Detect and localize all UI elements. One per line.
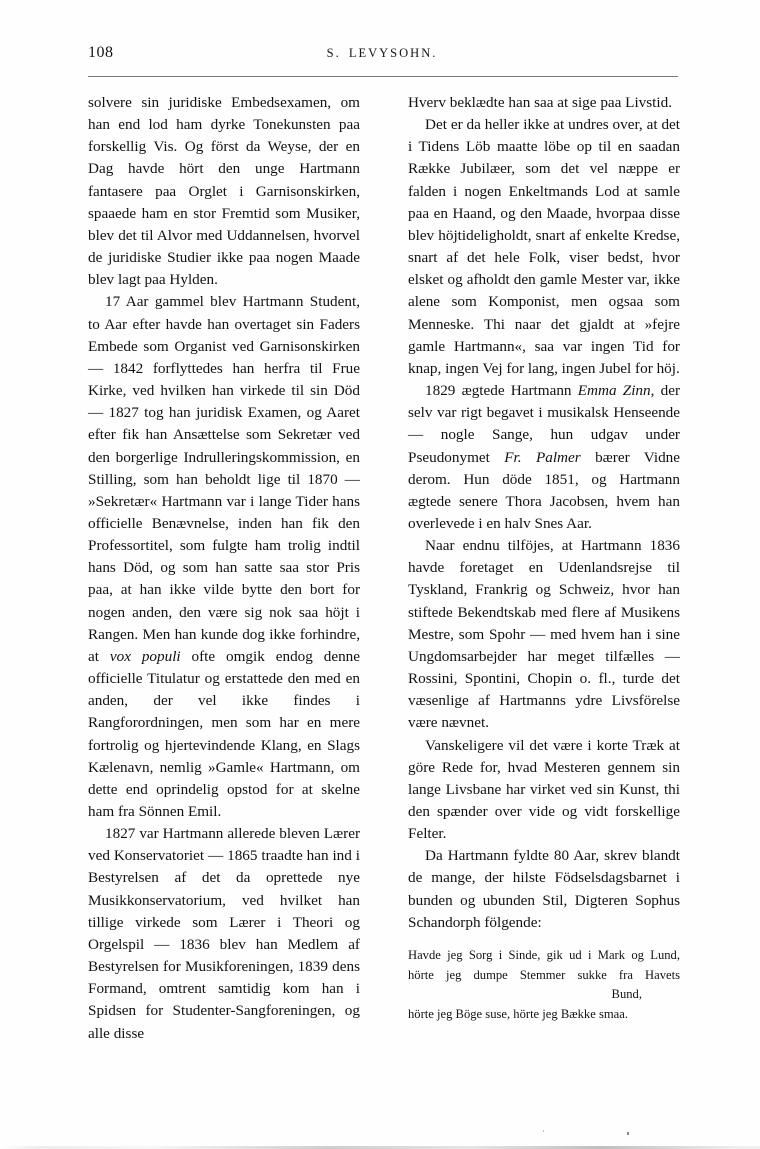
paragraph: 1827 var Hartmann allerede bleven Lærer ved Konservatoriet — 1865 traadte han ind i Bestyrelsen af det da oprettede nye Musikkonservatorium, ved hvilket han tillige virkede som Lærer i Theori og Orgelspil — 1836 blev han Medlem af Bestyrelsen for Musikforeningen, 1839 dens Formand, omtrent samtidig kom han i Spidsen for Studenter-Sangforeningen, og alle disse xyxy=(88,825,360,1042)
paragraph-text-continued: ofte omgik endog denne officielle Titulatur og erstattede den med en anden, der vel ikke findes i Rangforordningen, men som har en mere fortrolig og hjertevindende Klang, en Slags Kælenavn, nemlig »Gamle« Hartmann, om dette end oprindelig opstod for at skelne ham fra Sönnen Emil. xyxy=(88,647,360,820)
verse-line: hörte jeg dumpe Stemmer sukke fra Havets xyxy=(408,967,680,982)
page-number: 108 xyxy=(88,44,114,61)
pseudonym-italic: Fr. Palmer xyxy=(504,448,581,466)
paragraph-text-continued-2: bærer Vidne derom. Hun döde 1851, og Hartmann ægtede senere Thora Jacobsen, hvem han overlevede i en halv Snes Aar. xyxy=(408,448,680,532)
scan-speck xyxy=(627,1132,629,1135)
paragraph: Naar endnu tilföjes, at Hartmann 1836 havde foretaget en Udenlandsrejse til Tyskland, Frankrig og Schweiz, hvor han stiftede Bekendtskab med flere af Musikens Mestre, som Spohr — med hvem han i sine Ungdomsarbejder har meget tilfælles — Rossini, Spontini, Chopin o. fl., turde det væsenlige af Hartmanns ydre Livsförelse være nævnet. xyxy=(408,537,680,732)
paragraph-text: 17 Aar gammel blev Hartmann Student, to Aar efter havde han overtaget sin Faders Embede som Organist ved Garnisonskirken — 1842 forflyttedes han herfra til Frue Kirke, ved hvilken han virkede til sin Död — 1827 tog han juridisk Examen, og Aaret efter fik han Ansættelse som Sekretær ved den borgerlige Indrulleringskommission, en Stilling, som han beholdt lige til 1870 — »Sekretær« Hartmann var i lange Tider hans officielle Benævnelse, inden han fik den Professortitel, som fulgte ham trolig indtil hans Död, og som han satte saa stor Pris paa, at han ikke vilde bytte den bort for nogen anden, den være sig nok saa höjt i Rangen. Men han kunde dog ikke forhindre, at xyxy=(88,293,360,665)
column-left xyxy=(88,92,360,1045)
paragraph-text-continued: der selv var rigt begavet i musikalsk Henseende — nogle Sange, hun udgav under Pseudonymet xyxy=(408,382,680,466)
text-body xyxy=(88,92,680,1045)
person-name-italic: Emma Zinn, xyxy=(577,382,655,400)
column-right xyxy=(408,92,680,1045)
paragraph-text: 1829 ægtede Hartmann xyxy=(425,382,578,400)
running-head xyxy=(88,44,676,68)
verse-quotation xyxy=(408,946,680,1024)
paragraph: solvere sin juridiske Embedsexamen, om han end lod ham dyrke Tonekunsten paa forskellig Vis. Og först da Weyse, der en Dag havde hört den unge Hartmann fantasere paa Orglet i Garnisonskirken, spaaede ham en stor Fremtid som Musiker, blev det til Alvor med Uddannelsen, hvorvel de juridiske Studier ikke paa nogen Maade blev lagt paa Hylden. xyxy=(88,94,360,289)
paragraph: Det er da heller ikke at undres over, at det i Tidens Löb maatte löbe op til en saadan Række Jubilæer, som det vel næppe er falden i nogen Enkeltmands Lod at samle paa en Haand, og den Maade, hvorpaa disse blev höjtideligholdt, snart af enkelte Kredse, snart af det hele Folk, viser bedst, hvor elsket og afholdt den gamle Mester var, ikke alene som Komponist, men ogsaa som Menneske. Thi naar det gjaldt at »fejre gamle Hartmann«, saa var ingen Tid for knap, ingen Vej for lang, ingen Jubel for höj. xyxy=(408,116,680,377)
paragraph: Hverv beklædte han saa at sige paa Livstid. xyxy=(408,94,673,111)
paragraph: Da Hartmann fyldte 80 Aar, skrev blandt de mange, der hilste Födselsdagsbarnet i bunden og ubunden Stil, Digteren Sophus Schandorph fölgende: xyxy=(408,847,680,931)
paragraph: Vanskeligere vil det være i korte Træk at göre Rede for, hvad Mesteren gennem sin lange Livsbane har virket ved sin Kunst, thi den spænder over vide og vidt forskellige Felter. xyxy=(408,736,680,843)
latin-phrase-italic: vox populi xyxy=(109,647,181,665)
running-title: S. LEVYSOHN. xyxy=(326,46,438,60)
verse-line: Havde jeg Sorg i Sinde, gik ud i Mark og Lund, xyxy=(408,947,680,962)
verse-line: Bund, xyxy=(611,987,642,1002)
header-rule xyxy=(88,76,678,77)
verse-line: hörte jeg Böge suse, hörte jeg Bække smaa. xyxy=(408,1006,628,1021)
paragraph xyxy=(408,380,680,535)
scan-speck xyxy=(543,1130,544,1132)
paragraph xyxy=(88,291,360,823)
